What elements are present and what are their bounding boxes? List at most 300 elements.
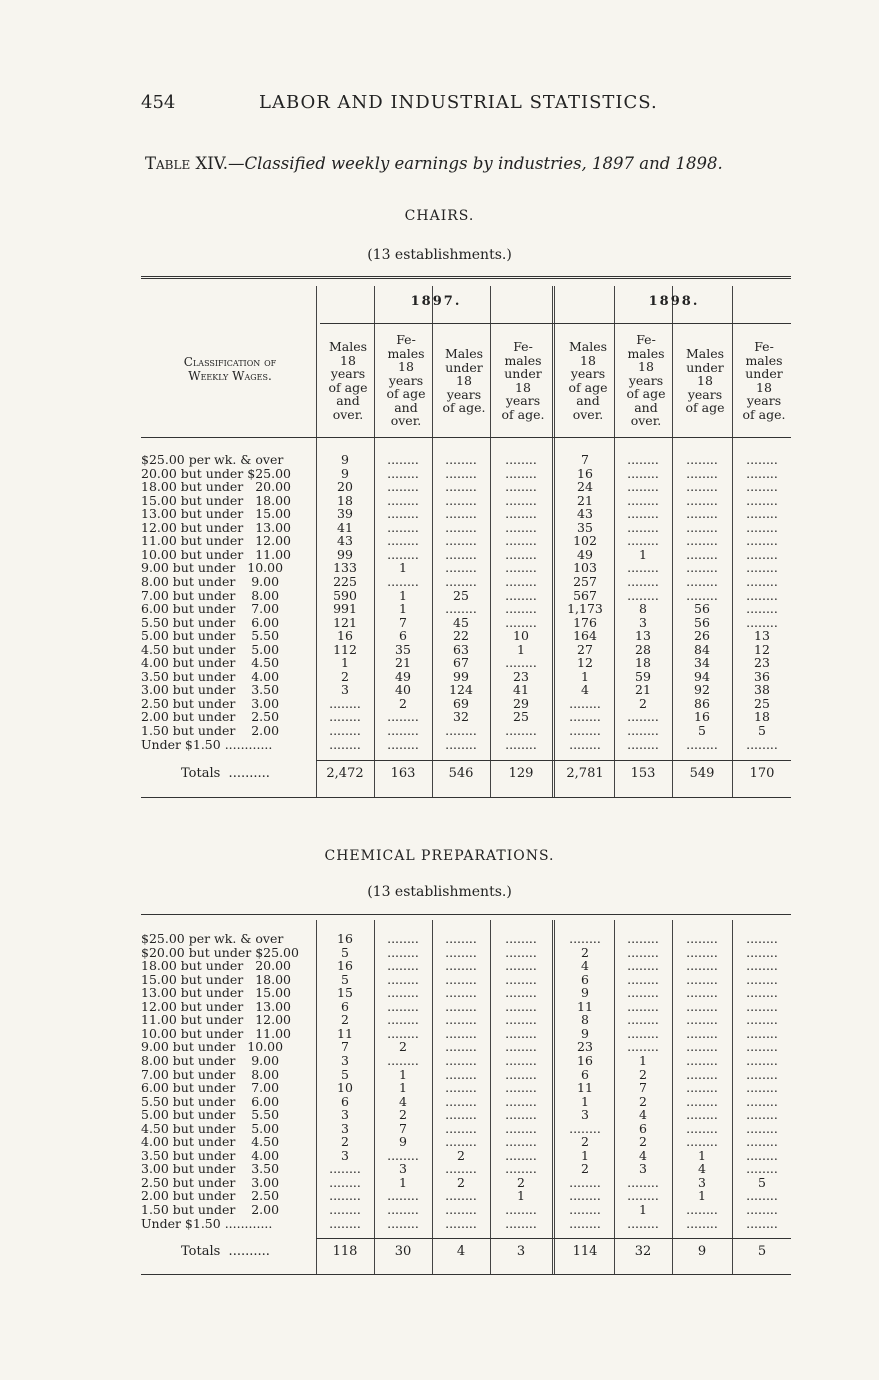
cell-females-minor-1898: ........ — [746, 998, 778, 1014]
wage-class-label: 18.00 but under 20.00 — [141, 958, 291, 974]
table-row — [141, 973, 791, 987]
cell-females-1897: ........ — [387, 944, 419, 960]
cell-females-1897: 1 — [399, 1080, 407, 1096]
col-head-1898-males-adult: Males 18 years of age and over. — [568, 339, 608, 422]
cell-males-1898: 24 — [577, 479, 593, 495]
cell-females-1897: ........ — [387, 1012, 419, 1028]
table-row — [141, 548, 791, 562]
cell-males-minor-1898: ........ — [686, 1039, 718, 1055]
cell-females-1897: ........ — [387, 573, 419, 589]
cell-males-1898: 1 — [581, 668, 589, 684]
cell-females-1897: ........ — [387, 958, 419, 974]
cell-females-minor-1898: 38 — [754, 682, 770, 698]
cell-females-1897: ........ — [387, 519, 419, 535]
cell-males-minor-1898: ........ — [686, 1080, 718, 1096]
cell-females-minor-1898: 13 — [754, 628, 770, 644]
cell-females-minor-1897: 29 — [513, 695, 529, 711]
cell-females-minor-1898: ........ — [746, 546, 778, 562]
cell-females-1898: ........ — [627, 971, 659, 987]
cell-males-minor-1898: 4 — [698, 1161, 706, 1177]
cell-females-1897: 21 — [395, 655, 411, 671]
cell-males-minor-1898: 3 — [698, 1174, 706, 1190]
cell-females-1897: ........ — [387, 709, 419, 725]
cell-females-1897: ........ — [387, 985, 419, 1001]
cell-males-minor-1898: ........ — [686, 479, 718, 495]
cell-males-minor-1897: ........ — [445, 985, 477, 1001]
cell-males-minor-1897: ........ — [445, 958, 477, 974]
cell-males-1898: 2 — [581, 944, 589, 960]
cell-males-1897: 6 — [341, 1093, 349, 1109]
cell-males-minor-1898: ........ — [686, 1134, 718, 1150]
cell-females-minor-1898: ........ — [746, 506, 778, 522]
table-row — [141, 683, 791, 697]
cell-males-minor-1897: ........ — [445, 1202, 477, 1217]
table-row — [141, 656, 791, 670]
cell-females-1897: ........ — [387, 736, 419, 752]
wage-class-label: Under $1.50 ............ — [141, 736, 273, 752]
table-row — [141, 602, 791, 616]
cell-males-minor-1898: 1 — [698, 1147, 706, 1163]
cell-males-1898: ........ — [569, 931, 601, 946]
cell-females-1897: 3 — [399, 1161, 407, 1177]
cell-females-minor-1898: ........ — [746, 587, 778, 603]
cell-males-minor-1898: ........ — [686, 1052, 718, 1068]
cell-females-1898: 59 — [635, 668, 651, 684]
cell-females-1897: ........ — [387, 533, 419, 549]
cell-males-minor-1898: ........ — [686, 519, 718, 535]
cell-males-minor-1898: 34 — [694, 655, 710, 671]
cell-males-1897: 3 — [341, 1107, 349, 1123]
wage-class-label: 3.00 but under 3.50 — [141, 682, 280, 698]
cell-males-1897: 112 — [333, 641, 357, 657]
cell-males-minor-1897: ........ — [445, 944, 477, 960]
cell-males-1898: 35 — [577, 519, 593, 535]
cell-males-minor-1897: ........ — [445, 1025, 477, 1041]
cell-males-minor-1897: ........ — [445, 546, 477, 562]
cell-females-minor-1897: ........ — [505, 1066, 537, 1082]
cell-females-1897: ........ — [387, 1188, 419, 1204]
cell-males-minor-1898: ........ — [686, 1107, 718, 1123]
cell-females-1897: 9 — [399, 1134, 407, 1150]
year-label-1897: 1897. — [410, 294, 462, 309]
table-row — [141, 946, 791, 960]
cell-males-minor-1897: ........ — [445, 971, 477, 987]
cell-males-minor-1898: 86 — [694, 695, 710, 711]
cell-females-minor-1898: 5 — [758, 723, 766, 738]
cell-females-1897: 2 — [399, 1039, 407, 1055]
cell-males-1897: 3 — [341, 1120, 349, 1136]
cell-males-minor-1898: ........ — [686, 533, 718, 549]
cell-females-1898: ........ — [627, 519, 659, 535]
cell-males-minor-1898: ........ — [686, 452, 718, 467]
wage-class-label: 11.00 but under 12.00 — [141, 1012, 291, 1028]
table-row — [141, 1203, 791, 1217]
cell-females-1897: 40 — [395, 682, 411, 698]
column-rule — [490, 920, 491, 1274]
cell-males-minor-1898: ........ — [686, 1120, 718, 1136]
cell-males-minor-1897: ........ — [445, 1039, 477, 1055]
column-rule — [552, 286, 555, 797]
table-row — [141, 1013, 791, 1027]
wage-class-label: 13.00 but under 15.00 — [141, 985, 291, 1001]
cell-females-minor-1898: ........ — [746, 492, 778, 508]
wage-class-label: 5.50 but under 6.00 — [141, 1093, 280, 1109]
cell-males-1898: ........ — [569, 1120, 601, 1136]
cell-males-minor-1897: ........ — [445, 479, 477, 495]
cell-females-minor-1897: ........ — [505, 723, 537, 738]
cell-males-1897: 590 — [333, 587, 357, 603]
cell-males-1897: 133 — [333, 560, 357, 576]
cell-females-1898: 28 — [635, 641, 651, 657]
cell-females-1898: ........ — [627, 944, 659, 960]
cell-females-1897: ........ — [387, 479, 419, 495]
cell-males-1898: 103 — [573, 560, 597, 576]
column-rule — [432, 920, 433, 1274]
cell-males-minor-1898: 94 — [694, 668, 710, 684]
cell-females-1898: ........ — [627, 560, 659, 576]
wage-class-label: 1.50 but under 2.00 — [141, 723, 280, 738]
cell-males-1897: 99 — [337, 546, 353, 562]
cell-females-1898: 2 — [639, 1134, 647, 1150]
col-head-1897-females-minor: Fe- males under 18 years of age. — [501, 339, 545, 422]
total-females-1897: 163 — [390, 766, 416, 781]
cell-females-minor-1897: ........ — [505, 944, 537, 960]
cell-males-minor-1898: ........ — [686, 1215, 718, 1231]
wage-class-label: 11.00 but under 12.00 — [141, 533, 291, 549]
cell-females-minor-1898: ........ — [746, 1161, 778, 1177]
cell-females-1897: ........ — [387, 1025, 419, 1041]
cell-females-1897: ........ — [387, 1147, 419, 1163]
cell-females-1897: 1 — [399, 1174, 407, 1190]
cell-males-minor-1898: 56 — [694, 601, 710, 617]
column-rule — [374, 920, 375, 1274]
table-row — [141, 1162, 791, 1176]
cell-females-minor-1897: ........ — [505, 492, 537, 508]
cell-males-minor-1898: ........ — [686, 492, 718, 508]
header-bottom-rule — [141, 437, 791, 438]
cell-females-minor-1898: ........ — [746, 1039, 778, 1055]
cell-females-1897: 4 — [399, 1093, 407, 1109]
cell-males-minor-1898: ........ — [686, 560, 718, 576]
section-title-chemical: CHEMICAL PREPARATIONS. — [324, 848, 555, 864]
cell-males-minor-1897: ........ — [445, 573, 477, 589]
wage-class-label: 4.00 but under 4.50 — [141, 655, 280, 671]
cell-males-1897: ........ — [329, 1215, 361, 1231]
cell-males-1897: 5 — [341, 971, 349, 987]
cell-females-minor-1897: ........ — [505, 479, 537, 495]
cell-males-1898: 43 — [577, 506, 593, 522]
cell-males-1897: 15 — [337, 985, 353, 1001]
table-row — [141, 1176, 791, 1190]
wage-class-label: 9.00 but under 10.00 — [141, 560, 284, 576]
cell-females-minor-1898: ........ — [746, 1215, 778, 1231]
cell-males-minor-1898: ........ — [686, 546, 718, 562]
wage-class-label: $20.00 but under $25.00 — [141, 944, 299, 960]
cell-females-minor-1898: ........ — [746, 1093, 778, 1109]
cell-males-1897: ........ — [329, 1174, 361, 1190]
cell-males-minor-1898: ........ — [686, 998, 718, 1014]
table-row — [141, 521, 791, 535]
wage-class-label: 3.00 but under 3.50 — [141, 1161, 280, 1177]
cell-males-1898: 3 — [581, 1107, 589, 1123]
cell-males-minor-1897: 2 — [457, 1147, 465, 1163]
table-row — [141, 959, 791, 973]
cell-females-minor-1897: ........ — [505, 1161, 537, 1177]
total-males-1898: 2,781 — [566, 766, 604, 781]
total-males-minor-1897: 546 — [448, 766, 474, 781]
table-row — [141, 1122, 791, 1136]
cell-males-1898: 102 — [573, 533, 597, 549]
cell-females-minor-1898: 23 — [754, 655, 770, 671]
cell-females-minor-1898: ........ — [746, 465, 778, 481]
cell-males-minor-1897: ........ — [445, 1066, 477, 1082]
table-row — [141, 1068, 791, 1082]
cell-females-1897: ........ — [387, 1202, 419, 1217]
col-head-1898-females-minor: Fe- males under 18 years of age. — [742, 339, 786, 422]
cell-females-minor-1898: ........ — [746, 1012, 778, 1028]
cell-females-1897: 2 — [399, 695, 407, 711]
cell-females-1898: 7 — [639, 1080, 647, 1096]
cell-females-1898: ........ — [627, 533, 659, 549]
cell-females-1897: 7 — [399, 614, 407, 630]
cell-females-minor-1897: ........ — [505, 573, 537, 589]
col-head-1897-males-adult: Males 18 years of age and over. — [328, 339, 368, 422]
cell-females-minor-1897: ........ — [505, 1093, 537, 1109]
cell-males-minor-1897: ........ — [445, 452, 477, 467]
cell-males-1897: 41 — [337, 519, 353, 535]
cell-females-1898: ........ — [627, 506, 659, 522]
cell-females-minor-1898: 36 — [754, 668, 770, 684]
table-row — [141, 534, 791, 548]
cell-males-1897: 2 — [341, 1012, 349, 1028]
cell-females-minor-1897: ........ — [505, 614, 537, 630]
table-row — [141, 575, 791, 589]
table-row — [141, 1189, 791, 1203]
cell-males-minor-1898: ........ — [686, 573, 718, 589]
section-subtitle-chairs: (13 establishments.) — [367, 247, 512, 263]
cell-females-1898: 1 — [639, 1052, 647, 1068]
cell-males-1897: 5 — [341, 1066, 349, 1082]
cell-males-minor-1897: ........ — [445, 1080, 477, 1096]
cell-males-minor-1897: ........ — [445, 1093, 477, 1109]
totals-separator — [316, 760, 791, 761]
cell-males-minor-1898: 92 — [694, 682, 710, 698]
cell-males-1898: 49 — [577, 546, 593, 562]
table-row — [141, 1054, 791, 1068]
cell-females-1898: ........ — [627, 1174, 659, 1190]
cell-females-1898: ........ — [627, 1012, 659, 1028]
column-rule — [672, 920, 673, 1274]
cell-females-1898: ........ — [627, 736, 659, 752]
cell-males-minor-1897: ........ — [445, 465, 477, 481]
cell-males-1897: ........ — [329, 1188, 361, 1204]
cell-females-minor-1897: 41 — [513, 682, 529, 698]
cell-females-minor-1898: ........ — [746, 519, 778, 535]
wage-class-label: 5.00 but under 5.50 — [141, 628, 280, 644]
cell-females-minor-1898: ........ — [746, 573, 778, 589]
cell-males-1898: 16 — [577, 465, 593, 481]
cell-males-1898: 21 — [577, 492, 593, 508]
cell-females-minor-1897: ........ — [505, 546, 537, 562]
cell-males-minor-1897: ........ — [445, 998, 477, 1014]
cell-males-1898: ........ — [569, 695, 601, 711]
wage-class-label: 4.50 but under 5.00 — [141, 1120, 280, 1136]
cell-males-minor-1897: 45 — [453, 614, 469, 630]
cell-males-minor-1897: ........ — [445, 601, 477, 617]
table-row — [141, 616, 791, 630]
cell-females-1898: ........ — [627, 492, 659, 508]
cell-females-1897: ........ — [387, 1052, 419, 1068]
wage-class-label: 10.00 but under 11.00 — [141, 1025, 291, 1041]
cell-males-minor-1898: 5 — [698, 723, 706, 738]
wage-class-label: 12.00 but under 13.00 — [141, 519, 291, 535]
cell-females-minor-1897: ........ — [505, 1039, 537, 1055]
cell-males-minor-1898: 16 — [694, 709, 710, 725]
cell-males-1898: ........ — [569, 1202, 601, 1217]
cell-males-minor-1898: ........ — [686, 958, 718, 974]
cell-females-1898: ........ — [627, 958, 659, 974]
cell-males-minor-1898: 1 — [698, 1188, 706, 1204]
cell-females-minor-1897: ........ — [505, 560, 537, 576]
cell-males-1898: 11 — [577, 998, 593, 1014]
total-females-minor-1898: 170 — [749, 766, 775, 781]
cell-males-1897: 5 — [341, 944, 349, 960]
cell-females-minor-1897: ........ — [505, 655, 537, 671]
cell-males-minor-1898: ........ — [686, 1202, 718, 1217]
cell-females-1898: 4 — [639, 1147, 647, 1163]
cell-males-minor-1898: ........ — [686, 1025, 718, 1041]
wage-class-label: Under $1.50 ............ — [141, 1215, 273, 1231]
page-number: 454 — [141, 92, 176, 113]
cell-males-minor-1897: ........ — [445, 506, 477, 522]
wage-class-label: 10.00 but under 11.00 — [141, 546, 291, 562]
cell-males-1898: ........ — [569, 1174, 601, 1190]
cell-females-minor-1898: ........ — [746, 985, 778, 1001]
cell-males-minor-1897: 99 — [453, 668, 469, 684]
total-males-1898: 114 — [572, 1244, 598, 1259]
cell-males-minor-1898: ........ — [686, 971, 718, 987]
cell-males-1897: 20 — [337, 479, 353, 495]
cell-females-1897: 6 — [399, 628, 407, 644]
table-row — [141, 507, 791, 521]
cell-females-1897: 49 — [395, 668, 411, 684]
cell-females-minor-1898: ........ — [746, 560, 778, 576]
cell-females-minor-1897: ........ — [505, 998, 537, 1014]
cell-females-1898: ........ — [627, 587, 659, 603]
cell-males-minor-1897: ........ — [445, 931, 477, 946]
column-rule — [732, 920, 733, 1274]
table-row — [141, 480, 791, 494]
cell-females-1897: ........ — [387, 1215, 419, 1231]
cell-males-minor-1897: 32 — [453, 709, 469, 725]
cell-males-minor-1897: 2 — [457, 1174, 465, 1190]
cell-males-1897: 43 — [337, 533, 353, 549]
totals-separator — [316, 1238, 791, 1239]
cell-females-minor-1898: ........ — [746, 1134, 778, 1150]
cell-females-1898: ........ — [627, 573, 659, 589]
cell-females-1898: 3 — [639, 1161, 647, 1177]
cell-males-minor-1897: ........ — [445, 1120, 477, 1136]
cell-males-1897: ........ — [329, 1161, 361, 1177]
chemical-table-top-rule — [141, 914, 791, 915]
cell-males-1897: 3 — [341, 1147, 349, 1163]
cell-females-1897: ........ — [387, 452, 419, 467]
cell-males-1897: 3 — [341, 1052, 349, 1068]
cell-males-1898: ........ — [569, 709, 601, 725]
cell-females-minor-1898: ........ — [746, 971, 778, 987]
cell-males-1898: 1,173 — [567, 601, 603, 617]
cell-males-minor-1898: 56 — [694, 614, 710, 630]
cell-males-1898: 23 — [577, 1039, 593, 1055]
total-males-minor-1897: 4 — [456, 1244, 466, 1259]
cell-females-1898: ........ — [627, 998, 659, 1014]
cell-males-1898: 2 — [581, 1161, 589, 1177]
cell-females-1898: ........ — [627, 465, 659, 481]
cell-females-minor-1898: ........ — [746, 1120, 778, 1136]
cell-males-minor-1897: 63 — [453, 641, 469, 657]
cell-females-minor-1897: ........ — [505, 736, 537, 752]
cell-males-minor-1897: ........ — [445, 736, 477, 752]
cell-females-minor-1897: ........ — [505, 465, 537, 481]
cell-males-1897: 39 — [337, 506, 353, 522]
cell-males-1897: 16 — [337, 628, 353, 644]
cell-females-minor-1898: ........ — [746, 533, 778, 549]
cell-females-minor-1898: ........ — [746, 958, 778, 974]
cell-females-1898: ........ — [627, 1025, 659, 1041]
cell-females-minor-1898: ........ — [746, 1188, 778, 1204]
table-top-rule — [141, 276, 791, 279]
year-label-1898: 1898. — [648, 294, 700, 309]
cell-females-minor-1898: 5 — [758, 1174, 766, 1190]
cell-males-1898: ........ — [569, 1188, 601, 1204]
cell-females-1898: 1 — [639, 546, 647, 562]
cell-males-1897: 121 — [333, 614, 357, 630]
wage-class-label: 6.00 but under 7.00 — [141, 1080, 280, 1096]
wage-class-label: 5.00 but under 5.50 — [141, 1107, 280, 1123]
cell-males-1897: ........ — [329, 1202, 361, 1217]
cell-females-minor-1898: 12 — [754, 641, 770, 657]
table-row — [141, 1149, 791, 1163]
cell-males-1897: 2 — [341, 668, 349, 684]
cell-females-1897: ........ — [387, 465, 419, 481]
cell-males-1898: 9 — [581, 985, 589, 1001]
cell-males-minor-1898: ........ — [686, 1012, 718, 1028]
wage-class-label: 7.00 but under 8.00 — [141, 587, 280, 603]
wage-class-label: 20.00 but under $25.00 — [141, 465, 291, 481]
cell-females-minor-1897: ........ — [505, 506, 537, 522]
cell-females-1897: ........ — [387, 546, 419, 562]
cell-females-1897: 1 — [399, 587, 407, 603]
cell-females-1898: 21 — [635, 682, 651, 698]
cell-females-minor-1897: ........ — [505, 1147, 537, 1163]
cell-males-1898: 1 — [581, 1147, 589, 1163]
wage-class-label: 6.00 but under 7.00 — [141, 601, 280, 617]
table-row — [141, 1081, 791, 1095]
cell-males-1897: 991 — [333, 601, 357, 617]
cell-females-minor-1898: 25 — [754, 695, 770, 711]
cell-females-1898: 2 — [639, 1093, 647, 1109]
table-row — [141, 724, 791, 738]
cell-males-minor-1898: 84 — [694, 641, 710, 657]
col-head-1898-males-minor: Males under 18 years of age — [685, 346, 725, 415]
column-rule — [614, 920, 615, 1274]
cell-females-minor-1897: 25 — [513, 709, 529, 725]
cell-females-minor-1898: ........ — [746, 1066, 778, 1082]
table-row — [141, 629, 791, 643]
cell-females-minor-1897: ........ — [505, 601, 537, 617]
cell-females-1897: 7 — [399, 1120, 407, 1136]
table-row — [141, 561, 791, 575]
